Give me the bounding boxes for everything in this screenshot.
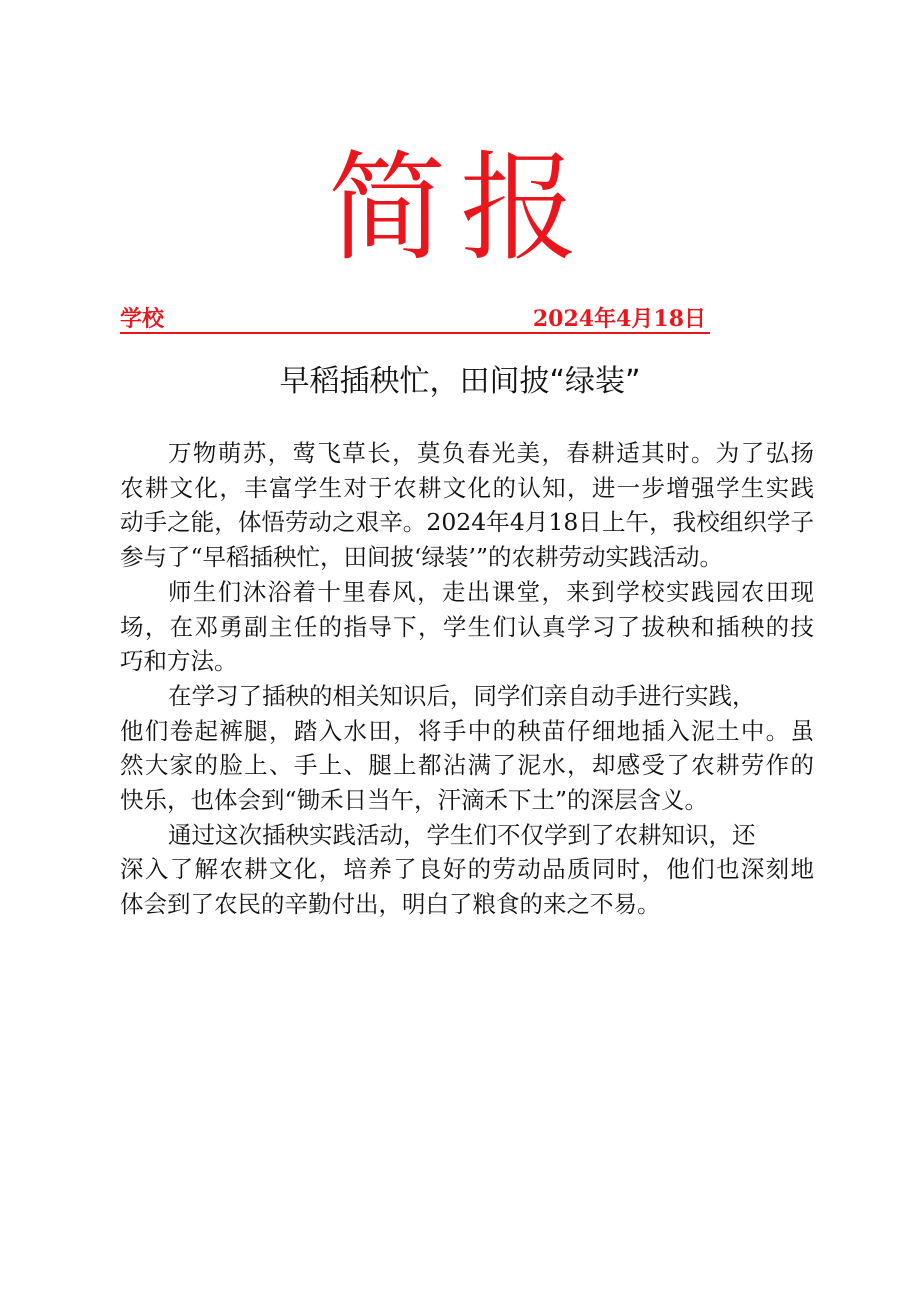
article-line: 他们卷起裤腿，踏入水田，将手中的秧苗仔细地插入泥土中。虽 (120, 716, 814, 745)
article-line: 参与了“早稻插秧忙，田间披‘绿装’”的农耕劳动实践活动。 (120, 543, 723, 572)
article-line: 巧和方法。 (120, 647, 238, 676)
article-line: 体会到了农民的辛勤付出，明白了粮食的来之不易。 (120, 890, 661, 919)
info-line (120, 306, 710, 334)
article-line: 在学习了插秧的相关知识后，同学们亲自动手进行实践， (168, 681, 756, 710)
article-line: 动手之能，体悟劳动之艰辛。2024年4月18日上午，我校组织学子 (120, 508, 814, 537)
article-headline: 早稻插秧忙，田间披“绿装” (279, 364, 641, 399)
article-line: 然大家的脸上、手上、腿上都沾满了泥水，却感受了农耕劳作的 (120, 751, 814, 780)
article-line: 农耕文化，丰富学生对于农耕文化的认知，进一步增强学生实践 (120, 473, 814, 502)
article-line: 万物萌苏，莺飞草长，莫负春光美，春耕适其时。为了弘扬 (168, 439, 814, 467)
article-line: 通过这次插秧实践活动，学生们不仅学到了农耕知识，还 (168, 820, 756, 849)
article-line: 深入了解农耕文化，培养了良好的劳动品质同时，他们也深刻地 (120, 855, 814, 884)
issue-date: 2024年4月18日 (532, 306, 706, 332)
article-body (120, 436, 814, 922)
school-label: 学校 (120, 306, 165, 332)
masthead-title: 简报 (327, 139, 592, 277)
article-line: 场，在邓勇副主任的指导下，学生们认真学习了拔秧和插秧的技 (120, 612, 814, 641)
article-line: 师生们沐浴着十里春风，走出课堂，来到学校实践园农田现 (168, 577, 814, 606)
article-line: 快乐，也体会到“锄禾日当午，汗滴禾下土”的深层含义。 (120, 786, 709, 815)
